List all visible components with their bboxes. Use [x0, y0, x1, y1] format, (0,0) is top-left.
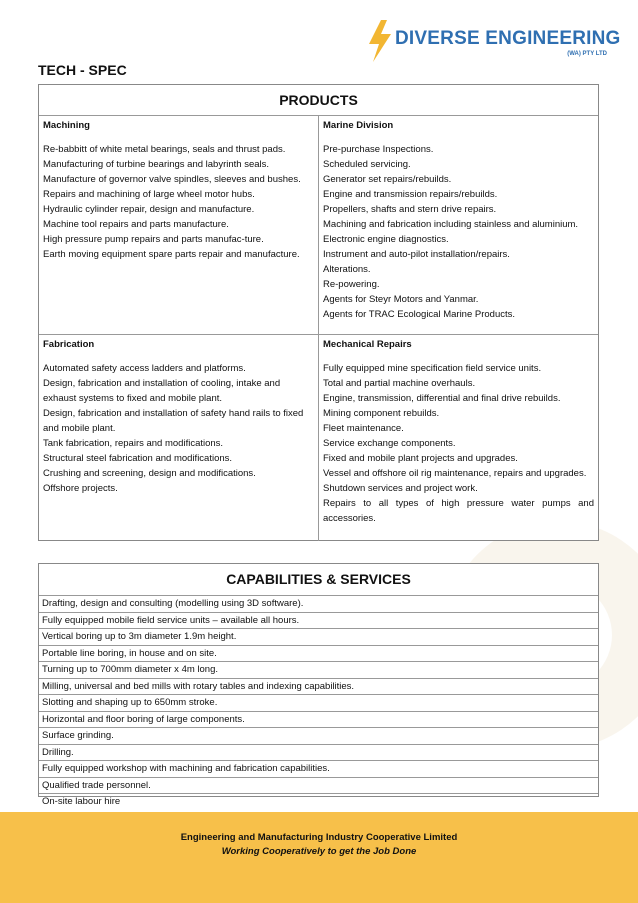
- list-item: Tank fabrication, repairs and modifications.: [43, 438, 224, 449]
- list-item: Slotting and shaping up to 650mm stroke.: [39, 695, 598, 712]
- list-item: Pre-purchase Inspections.: [323, 144, 434, 155]
- fabrication-title: Fabrication: [43, 339, 95, 350]
- list-item: Hydraulic cylinder repair, design and manufacture.: [43, 204, 255, 215]
- list-item: Surface grinding.: [39, 728, 598, 745]
- list-item: Design, fabrication and installation of safety hand rails to fixed and mobile plant.: [43, 408, 304, 434]
- list-item: Fully equipped workshop with machining and fabrication capabilities.: [39, 761, 598, 778]
- list-item: Shutdown services and project work.: [323, 483, 478, 494]
- lightning-bolt-icon: [367, 20, 393, 62]
- list-item: High pressure pump repairs and parts manufac-ture.: [43, 234, 264, 245]
- fabrication-list: [43, 361, 314, 496]
- list-item: On-site labour hire: [42, 796, 121, 807]
- list-item: Alterations.: [323, 264, 371, 275]
- list-item: Engine and transmission repairs/rebuilds.: [323, 189, 498, 200]
- list-item: Design, fabrication and installation of cooling, intake and exhaust systems to fixed and mobile plant.: [43, 378, 281, 404]
- list-item: Vertical boring up to 3m diameter 1.9m height.: [39, 629, 598, 646]
- list-item: Horizontal and floor boring of large components.: [39, 712, 598, 729]
- list-item: Offshore projects.: [43, 483, 118, 494]
- list-item: Manufacturing of turbine bearings and labyrinth seals.: [43, 159, 270, 170]
- machining-cell: [39, 116, 319, 335]
- footer-band: [0, 812, 638, 903]
- machining-title: Machining: [43, 120, 90, 131]
- list-item: Drafting, design and consulting (modelling using 3D software).: [39, 596, 598, 613]
- list-item: Total and partial machine overhauls.: [323, 378, 476, 389]
- company-suffix: (WA) PTY LTD: [567, 51, 607, 57]
- list-item: Service exchange components.: [323, 438, 456, 449]
- list-item: Repairs to all types of high pressure water pumps and accessories.: [323, 498, 594, 524]
- capabilities-heading: CAPABILITIES & SERVICES: [39, 564, 598, 596]
- mechanical-repairs-title: Mechanical Repairs: [323, 339, 412, 350]
- list-item: Fully equipped mobile field service units – available all hours.: [39, 613, 598, 630]
- marine-division-list: [323, 142, 594, 322]
- list-item: Electronic engine diagnostics.: [323, 234, 449, 245]
- list-item: Milling, universal and bed mills with rotary tables and indexing capabilities.: [39, 679, 598, 696]
- list-item: Turning up to 700mm diameter x 4m long.: [39, 662, 598, 679]
- mechanical-repairs-list: [323, 361, 594, 526]
- list-item: Agents for TRAC Ecological Marine Products.: [323, 309, 516, 320]
- list-item: Earth moving equipment spare parts repair and manufacture.: [43, 249, 300, 260]
- company-logo: [367, 20, 621, 62]
- footer-organisation: Engineering and Manufacturing Industry Cooperative Limited: [180, 832, 458, 843]
- list-item: Vessel and offshore oil rig maintenance, repairs and upgrades.: [323, 468, 587, 479]
- list-item: Fleet maintenance.: [323, 423, 404, 434]
- products-heading: PRODUCTS: [39, 85, 598, 116]
- capabilities-table: [38, 563, 599, 807]
- machining-list: [43, 142, 314, 262]
- document-title: TECH - SPEC: [38, 62, 127, 78]
- list-item: Fixed and mobile plant projects and upgrades.: [323, 453, 518, 464]
- list-item: Crushing and screening, design and modifications.: [43, 468, 256, 479]
- list-item: Fully equipped mine specification field service units.: [323, 363, 542, 374]
- list-item: Qualified trade personnel.: [39, 778, 598, 795]
- mechanical-repairs-cell: [319, 335, 598, 541]
- list-item: Engine, transmission, differential and final drive rebuilds.: [323, 393, 561, 404]
- list-item: Portable line boring, in house and on site.: [39, 646, 598, 663]
- list-item: Generator set repairs/rebuilds.: [323, 174, 452, 185]
- footer-slogan: Working Cooperatively to get the Job Done: [221, 846, 417, 857]
- list-item: Automated safety access ladders and platforms.: [43, 363, 246, 374]
- capabilities-list: [39, 596, 598, 810]
- list-item: Re-powering.: [323, 279, 380, 290]
- list-item: Drilling.: [39, 745, 598, 762]
- list-item: Re-babbitt of white metal bearings, seals and thrust pads.: [43, 144, 286, 155]
- marine-division-title: Marine Division: [323, 120, 394, 131]
- company-name: DIVERSE ENGINEERING: [395, 28, 621, 49]
- list-item: Scheduled servicing.: [323, 159, 411, 170]
- list-item: Instrument and auto-pilot installation/repairs.: [323, 249, 510, 260]
- list-item: Repairs and machining of large wheel motor hubs.: [43, 189, 255, 200]
- list-item: Propellers, shafts and stern drive repairs.: [323, 204, 497, 215]
- fabrication-cell: [39, 335, 319, 541]
- list-item: Machining and fabrication including stainless and aluminium.: [323, 219, 579, 230]
- list-item: Machine tool repairs and parts manufacture.: [43, 219, 229, 230]
- list-item: Mining component rebuilds.: [323, 408, 440, 419]
- list-item: Manufacture of governor valve spindles, sleeves and bushes.: [43, 174, 301, 185]
- list-item: Agents for Steyr Motors and Yanmar.: [323, 294, 479, 305]
- list-item: Structural steel fabrication and modifications.: [43, 453, 233, 464]
- products-table: [38, 84, 599, 541]
- marine-division-cell: [319, 116, 598, 335]
